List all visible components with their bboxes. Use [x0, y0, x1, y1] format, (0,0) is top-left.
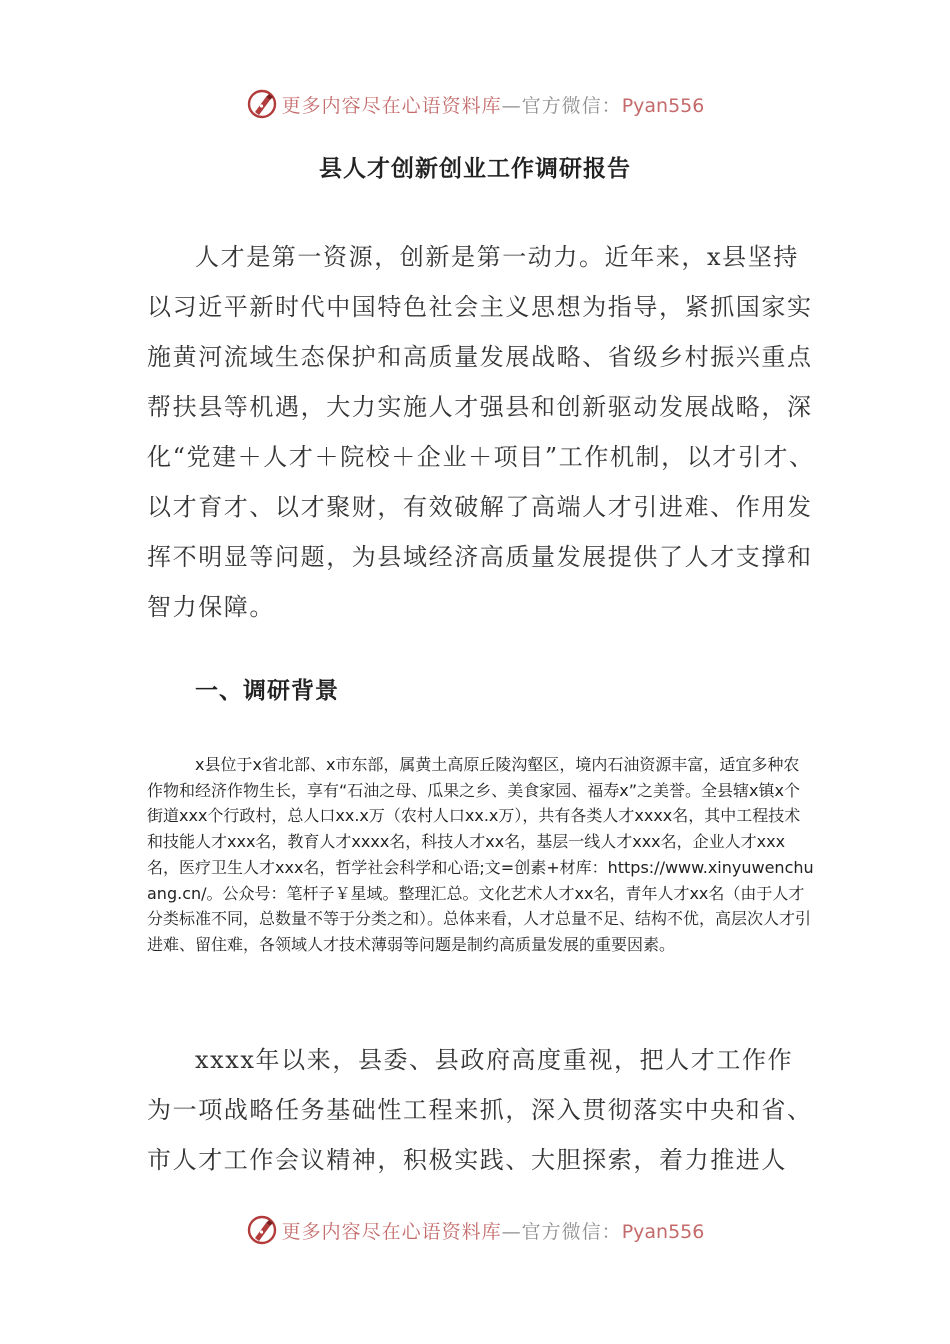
intro-paragraph: 人才是第一资源，创新是第一动力。近年来，x县坚持以习近平新时代中国特色社会主义思想为指导，紧抓国家实施黄河流域生态保护和高质量发展战略、省级乡村振兴重点帮扶县等机遇，大力实施人才强县和创新驱动发展战略，深化“党建＋人才＋院校＋企业＋项目”工作机制，以才引才、以才育才、以才聚财，有效破解了高端人才引进难、作用发挥不明显等问题，为县域经济高质量发展提供了人才支撑和智力保障。 — [147, 243, 815, 621]
watermark-wechat-id: Pyan556 — [621, 1220, 705, 1243]
watermark-brand: 更多内容尽在心语资料库 — [281, 1220, 502, 1243]
watermark-banner-top — [0, 84, 950, 124]
watermark-text — [282, 1217, 705, 1244]
watermark-banner-bottom — [0, 1210, 950, 1250]
watermark-text — [282, 91, 705, 118]
section-heading: 一、调研背景 — [195, 677, 339, 704]
watermark-official: —官方微信： — [501, 94, 622, 117]
pen-nib-logo-icon — [246, 1214, 278, 1246]
watermark-official: —官方微信： — [501, 1220, 622, 1243]
watermark-wechat-id: Pyan556 — [621, 94, 705, 117]
background-paragraph: x县位于x省北部、x市东部，属黄土高原丘陵沟壑区，境内石油资源丰富，适宜多种农作物和经济作物生长，享有“石油之母、瓜果之乡、美食家园、福寿x”之美誉。全县辖x镇x个街道xxx个行政村，总人口xx.x万（农村人口xx.x万），共有各类人才xxxx名，其中工程技术和技能人才xxx名，教育人才xxxx名，科技人才xx名，基层一线人才xxx名，企业人才xxx名，医疗卫生人才xxx名，哲学社会科学和心语;文=创素+材库：https://www.xinyuwenchuang.cn/。公众号：笔杆子￥星域。整理汇总。文化艺术人才xx名，青年人才xx名（由于人才分类标准不同，总数量不等于分类之和）。总体来看，人才总量不足、结构不优，高层次人才引进难、留住难，各领域人才技术薄弱等问题是制约高质量发展的重要因素。 — [147, 755, 814, 954]
document-title: 县人才创新创业工作调研报告 — [319, 155, 631, 182]
pen-nib-logo-icon — [246, 88, 278, 120]
watermark-brand: 更多内容尽在心语资料库 — [281, 94, 502, 117]
closing-paragraph: xxxx年以来，县委、县政府高度重视，把人才工作作为一项战略任务基础性工程来抓，深入贯彻落实中央和省、市人才工作会议精神，积极实践、大胆探索，着力推进人 — [147, 1046, 813, 1174]
